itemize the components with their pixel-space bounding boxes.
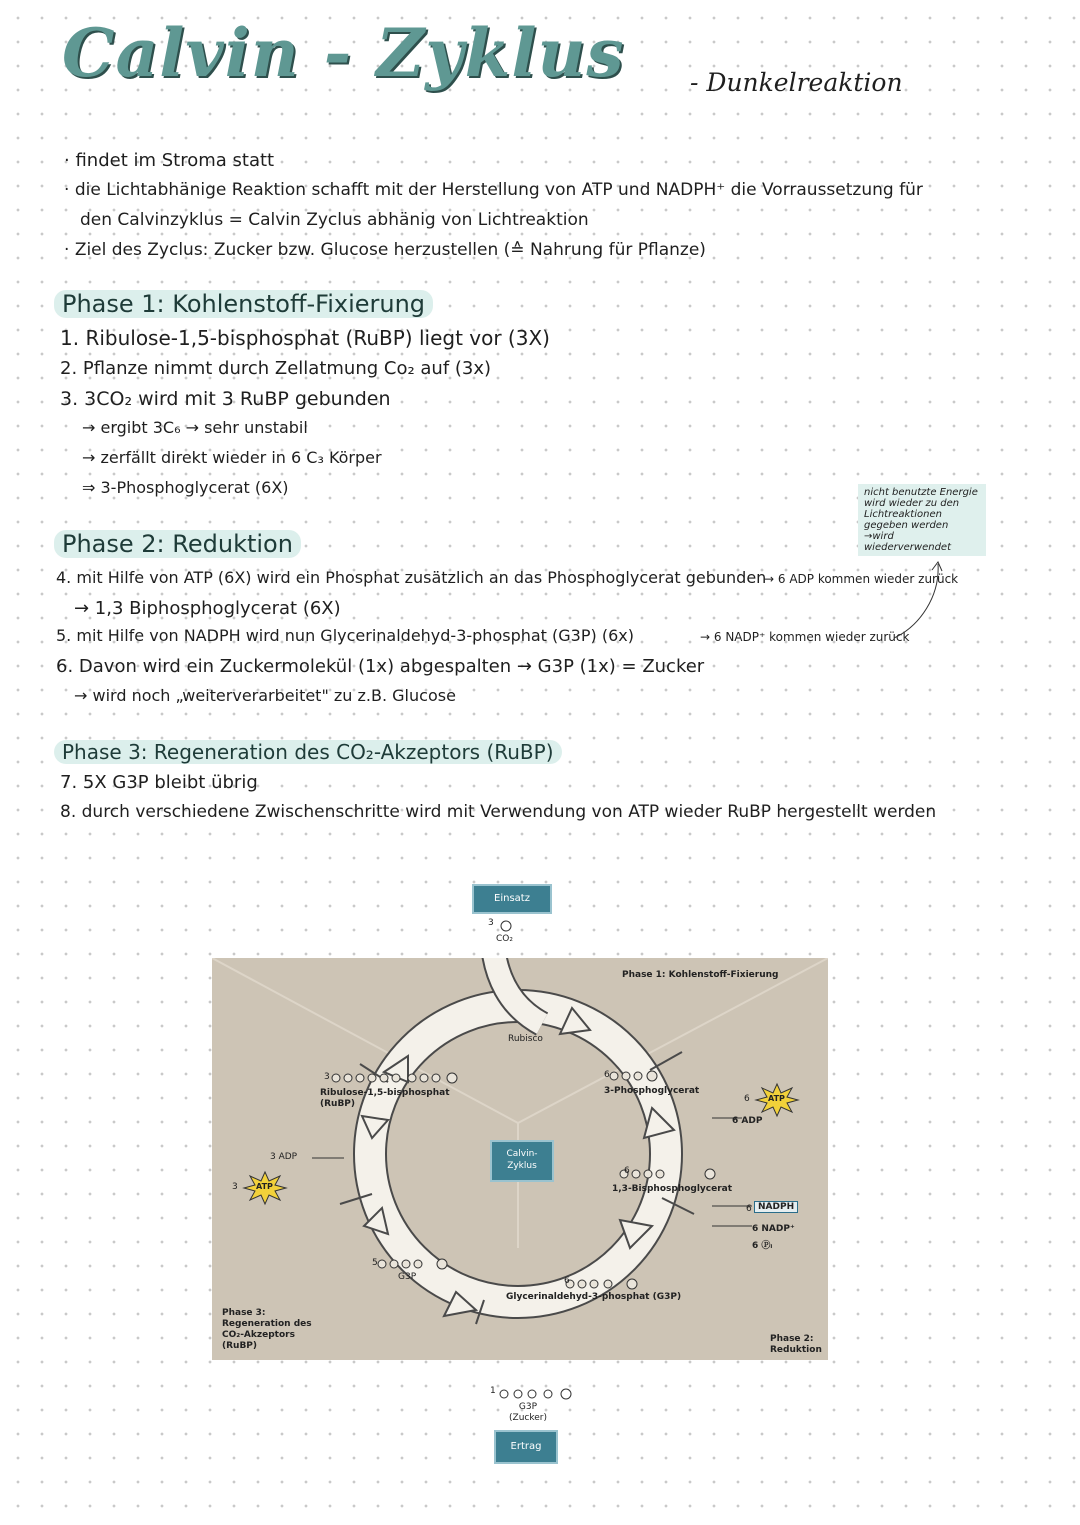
- g3p-label: Glycerinaldehyd-3-phosphat (G3P): [506, 1292, 682, 1302]
- output-count: 1: [490, 1386, 496, 1396]
- phase1-item-1: 1. Ribulose-1,5-bisphosphat (RuBP) liegt vor (3X): [60, 326, 550, 350]
- phase2-item-2: → 1,3 Biphosphoglycerat (6X): [74, 598, 341, 619]
- phase1-item-5: → zerfällt direkt wieder in 6 C₃ Körper: [82, 448, 382, 467]
- pga-label: 3-Phosphoglycerat: [604, 1086, 700, 1096]
- phase1-heading: Phase 1: Kohlenstoff-Fixierung: [54, 290, 433, 318]
- side-note: nicht benutzte Energie wird wieder zu den Lichtreaktionen gegeben werden →wird wiederverwendet: [858, 484, 986, 556]
- phase1-item-4: → ergibt 3C₆ → sehr unstabil: [82, 418, 308, 437]
- rubisco-label: Rubisco: [508, 1034, 543, 1044]
- output-molecule-label: G3P (Zucker): [509, 1402, 547, 1423]
- phase2-side-2: → 6 NADP⁺ kommen wieder zurück: [700, 630, 910, 644]
- phase2-heading: Phase 2: Reduktion: [54, 530, 301, 558]
- phase2-item-3: 5. mit Hilfe von NADPH wird nun Glycerinaldehyd-3-phosphat (G3P) (6x): [56, 626, 634, 645]
- rubp-label: Ribulose-1,5-bisphosphat (RuBP): [320, 1088, 450, 1109]
- adp-out-label: 6 ADP: [732, 1116, 763, 1126]
- phase3-diagram-label: Phase 3: Regeneration des CO₂-Akzeptors (RuBP): [222, 1308, 312, 1351]
- phase3-heading: Phase 3: Regeneration des CO₂-Akzeptors (RuBP): [54, 740, 562, 764]
- intro-line-4: · Ziel des Zyclus: Zucker bzw. Glucose herzustellen (≙ Nahrung für Pflanze): [64, 240, 706, 260]
- phase1-diagram-label: Phase 1: Kohlenstoff-Fixierung: [622, 970, 779, 980]
- pga-count: 6: [604, 1070, 610, 1080]
- phase2-side-1: → 6 ADP kommen wieder zurück: [764, 572, 959, 586]
- phase2-item-4: 6. Davon wird ein Zuckermolekül (1x) abgespalten → G3P (1x) = Zucker: [56, 656, 705, 677]
- g3p-count: 6: [564, 1276, 570, 1286]
- atp-label-phase3: ATP: [256, 1182, 273, 1191]
- atp-count-phase2: 6: [744, 1094, 750, 1104]
- phase1-item-2: 2. Pflanze nimmt durch Zellatmung Co₂ auf (3x): [60, 358, 492, 379]
- g3p-output-beads: [490, 1384, 580, 1404]
- return-arrow: [880, 556, 960, 646]
- rubp-count: 3: [324, 1072, 330, 1082]
- page-title: Calvin - Zyklus: [62, 14, 625, 92]
- nadp-out-label: 6 NADP⁺: [752, 1224, 795, 1234]
- phase1-item-3: 3. 3CO₂ wird mit 3 RuBP gebunden: [60, 388, 391, 410]
- adp3-label: 3 ADP: [270, 1152, 298, 1162]
- nadph-count: 6: [746, 1204, 752, 1214]
- bpg-label: 1,3-Bisphosphoglycerat: [612, 1184, 733, 1194]
- phase3-item-1: 7. 5X G3P bleibt übrig: [60, 772, 258, 793]
- output-box: Ertrag: [494, 1430, 558, 1464]
- atp-label-phase2: ATP: [768, 1094, 785, 1103]
- co2-count: 3: [488, 918, 494, 928]
- pi-out-label: 6 Ⓟᵢ: [752, 1241, 773, 1251]
- center-box: Calvin-Zyklus: [490, 1140, 554, 1182]
- intro-line-3: den Calvinzyklus = Calvin Zyclus abhänig von Lichtreaktion: [80, 210, 589, 230]
- input-box: Einsatz: [472, 884, 552, 914]
- bpg-count: 6: [624, 1166, 630, 1176]
- phase3-item-2: 8. durch verschiedene Zwischenschritte wird mit Verwendung von ATP wieder RuBP hergestellt werden: [60, 802, 937, 822]
- phase1-item-6: ⇒ 3-Phosphoglycerat (6X): [82, 478, 289, 497]
- atp-count-phase3: 3: [232, 1182, 238, 1192]
- phase2-diagram-label: Phase 2: Reduktion: [770, 1334, 822, 1355]
- g3p5-count: 5: [372, 1258, 378, 1268]
- intro-line-1: · findet im Stroma statt: [64, 150, 275, 171]
- phase2-item-5: → wird noch „weiterverarbeitet" zu z.B. Glucose: [74, 686, 456, 705]
- g3p5-label: G3P: [398, 1272, 417, 1282]
- nadph-label: NADPH: [754, 1201, 798, 1213]
- page-subtitle: - Dunkelreaktion: [690, 68, 903, 97]
- intro-line-2: · die Lichtabhänige Reaktion schafft mit der Herstellung von ATP und NADPH⁺ die Vorraussetzung für: [64, 180, 923, 200]
- co2-label: CO₂: [496, 934, 513, 944]
- phase2-item-1: 4. mit Hilfe von ATP (6X) wird ein Phosphat zusätzlich an das Phosphoglycerat gebunden: [56, 568, 767, 587]
